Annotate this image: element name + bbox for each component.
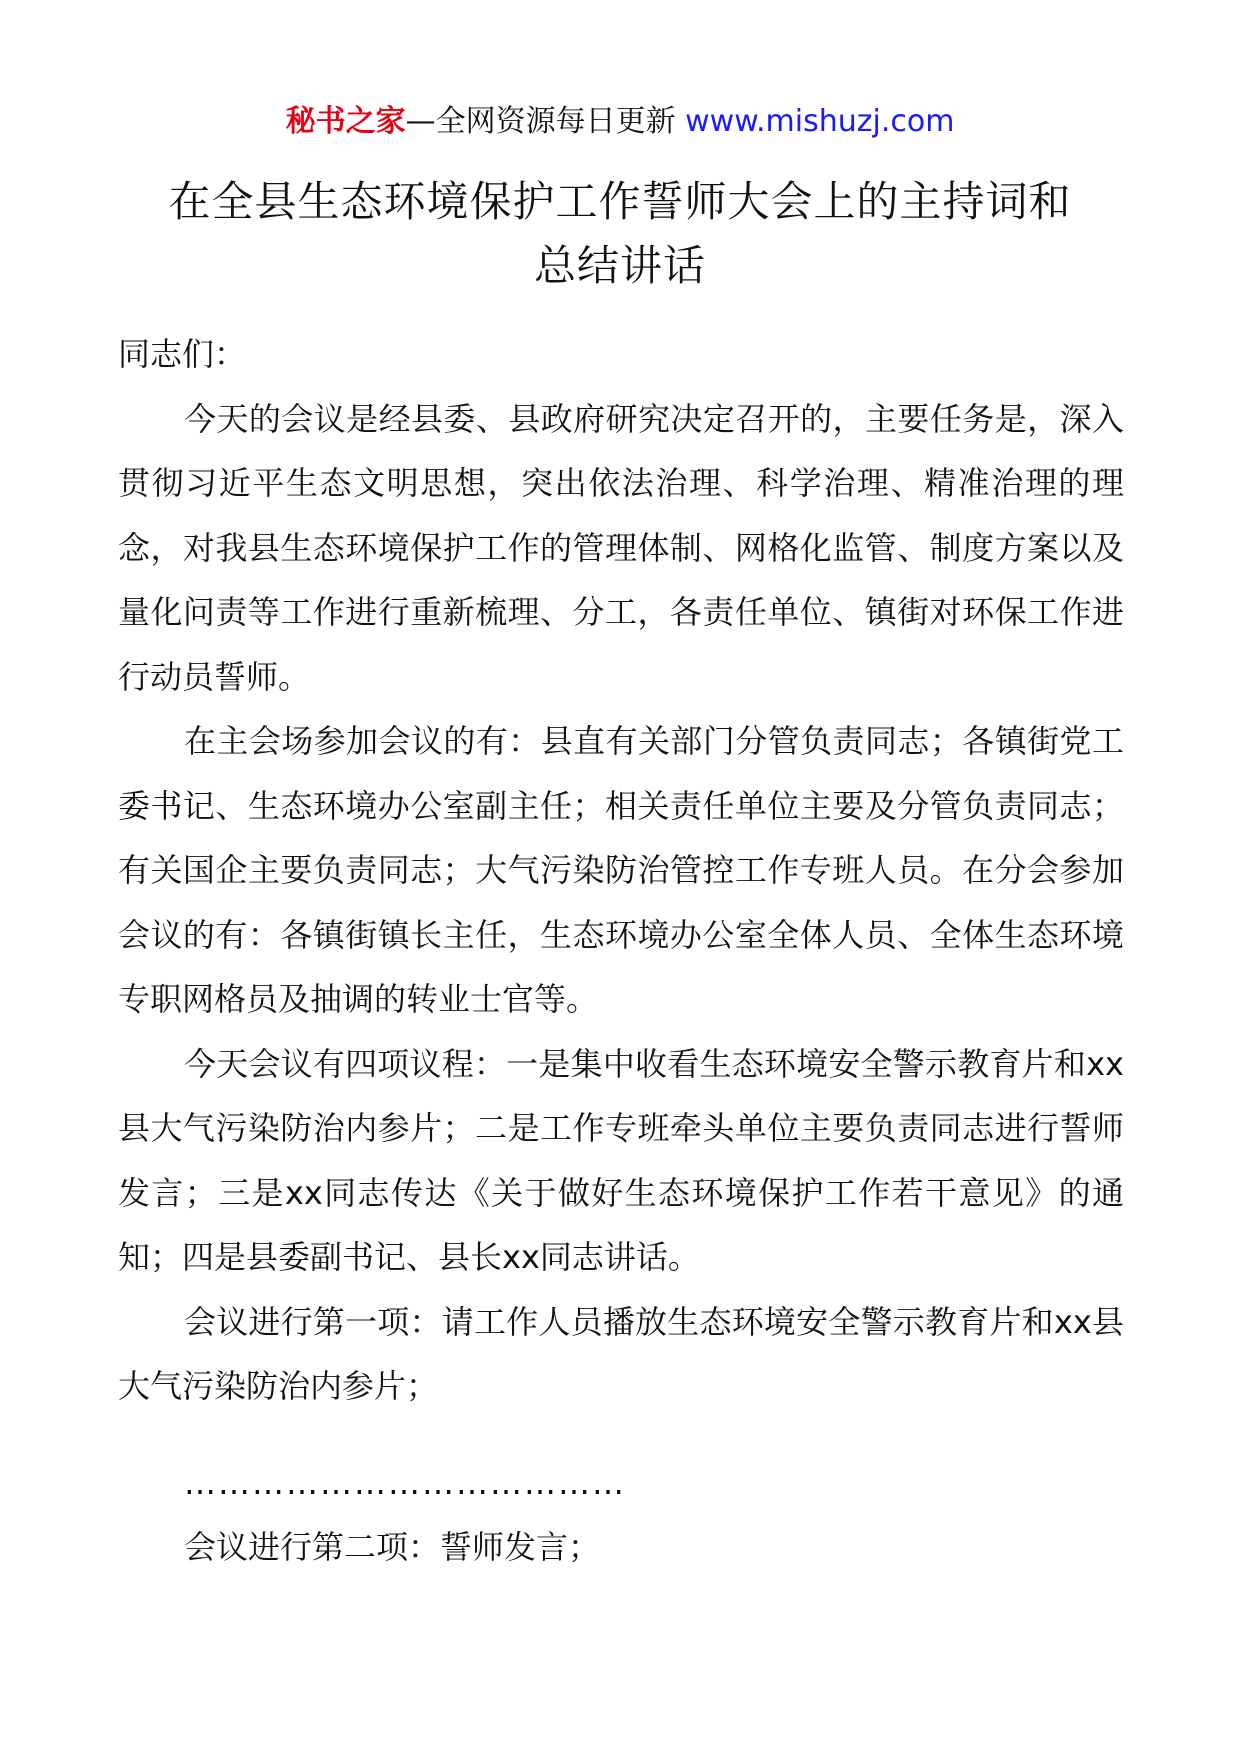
document-body xyxy=(118,322,1124,1580)
ellipsis-line: ………………………………… xyxy=(184,1463,626,1502)
document-title xyxy=(120,170,1120,298)
paragraph-item-2: 会议进行第二项：誓师发言； xyxy=(184,1528,601,1566)
paragraph-agenda: 今天会议有四项议程：一是集中收看生态环境安全警示教育片和xx县大气污染防治内参片；二是工作专班牵头单位主要负责同志进行誓师发言；三是xx同志传达《关于做好生态环境保护工作若干意见》的通知；四是县委副书记、县长xx同志讲话。 xyxy=(118,1044,1124,1276)
title-line-1: 在全县生态环境保护工作誓师大会上的主持词和 xyxy=(168,177,1072,226)
site-tagline: —全网资源每日更新 xyxy=(405,104,676,139)
salutation: 同志们： xyxy=(118,335,247,373)
paragraph-attendees: 在主会场参加会议的有：县直有关部门分管负责同志；各镇街党工委书记、生态环境办公室副主任；相关责任单位主要及分管负责同志；有关国企主要负责同志；大气污染防治管控工作专班人员。在分会参加会议的有：各镇街镇长主任，生态环境办公室全体人员、全体生态环境专职网格员及抽调的转业士官等。 xyxy=(118,722,1124,1018)
title-line-2: 总结讲话 xyxy=(533,241,706,290)
paragraph-item-1: 会议进行第一项：请工作人员播放生态环境安全警示教育片和xx县大气污染防治内参片； xyxy=(118,1302,1124,1405)
site-header xyxy=(0,100,1240,144)
site-name: 秘书之家 xyxy=(285,104,406,139)
site-url[interactable]: www.mishuzj.com xyxy=(685,104,955,139)
paragraph-opening: 今天的会议是经县委、县政府研究决定召开的，主要任务是，深入贯彻习近平生态文明思想，突出依法治理、科学治理、精准治理的理念，对我县生态环境保护工作的管理体制、网格化监管、制度方案以及量化问责等工作进行重新梳理、分工，各责任单位、镇街对环保工作进行动员誓师。 xyxy=(118,399,1124,696)
